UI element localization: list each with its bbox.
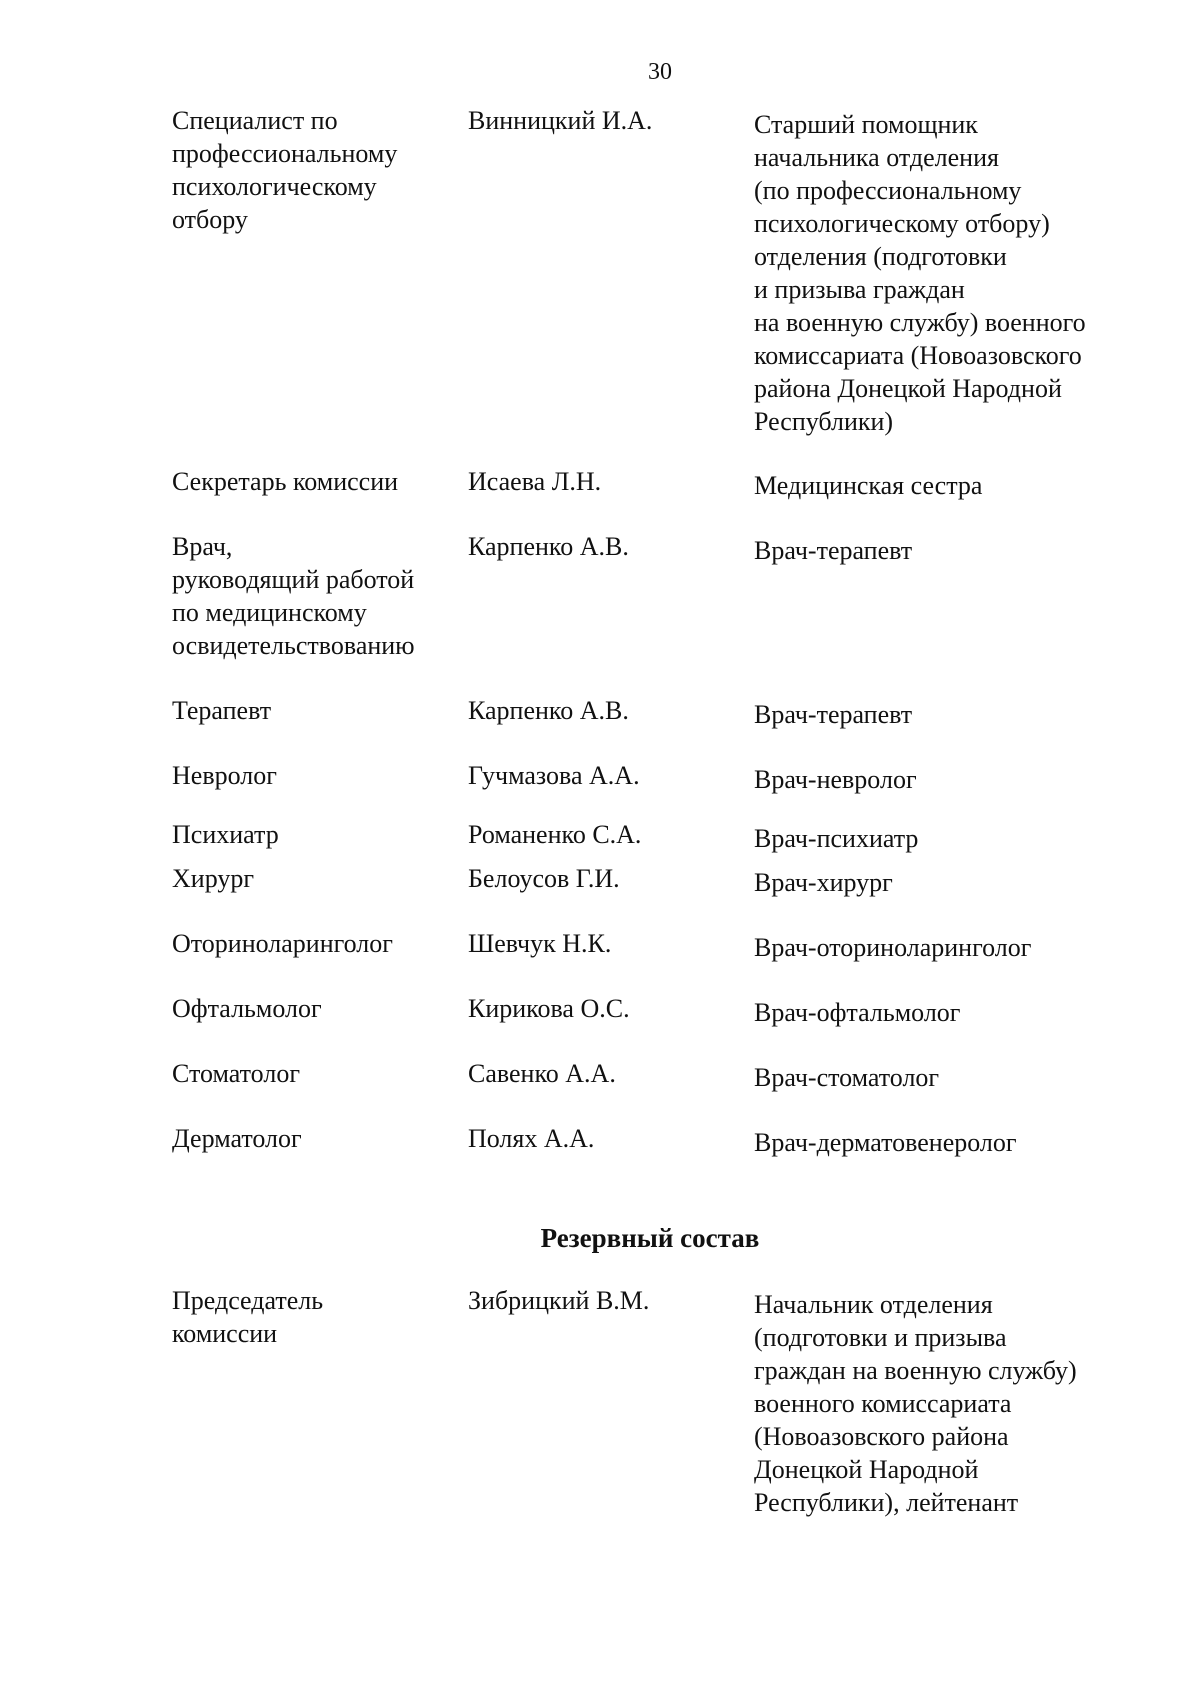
person-name: Полях А.А. [468, 1124, 595, 1153]
role-label: Стоматолог [172, 1059, 300, 1088]
role-label: Хирург [172, 864, 255, 893]
role-label: Офтальмолог [172, 994, 322, 1023]
role-label: Психиатр [172, 820, 279, 849]
role-label: Врач, руководящий работой по медицинскому освидетельствованию [172, 532, 415, 660]
position-title: Старший помощник начальника отделения (по профессиональному психологическому отбору) отделения (подготовки и призыва граждан на военную службу) военного комиссариата (Новоазовского района Донецкой Народной Республики) [754, 110, 1086, 436]
position-title: Начальник отделения (подготовки и призыва граждан на военную службу) военного комиссариата (Новоазовского района Донецкой Народной Республики), лейтенант [754, 1290, 1077, 1517]
page-number: 30 [648, 59, 672, 85]
role-label: Терапевт [172, 696, 272, 725]
person-name: Белоусов Г.И. [468, 864, 620, 893]
position-title: Медицинская сестра [754, 471, 983, 500]
position-title: Врач-офтальмолог [754, 998, 961, 1027]
person-name: Карпенко А.В. [468, 696, 629, 725]
position-title: Врач-хирург [754, 868, 893, 897]
role-label: Невролог [172, 761, 277, 790]
person-name: Карпенко А.В. [468, 532, 629, 561]
person-name: Шевчук Н.К. [468, 929, 612, 958]
person-name: Романенко С.А. [468, 820, 642, 849]
position-title: Врач-стоматолог [754, 1063, 940, 1092]
position-title: Врач-терапевт [754, 700, 913, 729]
role-label: Председатель комиссии [172, 1286, 324, 1348]
section-title-reserve: Резервный состав [540, 1223, 760, 1253]
role-label: Дерматолог [172, 1124, 302, 1153]
role-label: Секретарь комиссии [172, 467, 399, 496]
person-name: Зибрицкий В.М. [468, 1286, 650, 1315]
position-title: Врач-терапевт [754, 536, 913, 565]
person-name: Исаева Л.Н. [468, 467, 602, 496]
person-name: Гучмазова А.А. [468, 761, 640, 790]
person-name: Савенко А.А. [468, 1059, 616, 1088]
position-title: Врач-невролог [754, 765, 917, 794]
position-title: Врач-дерматовенеролог [754, 1128, 1017, 1157]
position-title: Врач-оториноларинголог [754, 933, 1032, 962]
person-name: Винницкий И.А. [468, 106, 653, 135]
position-title: Врач-психиатр [754, 824, 919, 853]
person-name: Кирикова О.С. [468, 994, 630, 1023]
role-label: Специалист по профессиональному психологическому отбору [172, 106, 398, 234]
role-label: Оториноларинголог [172, 929, 393, 958]
